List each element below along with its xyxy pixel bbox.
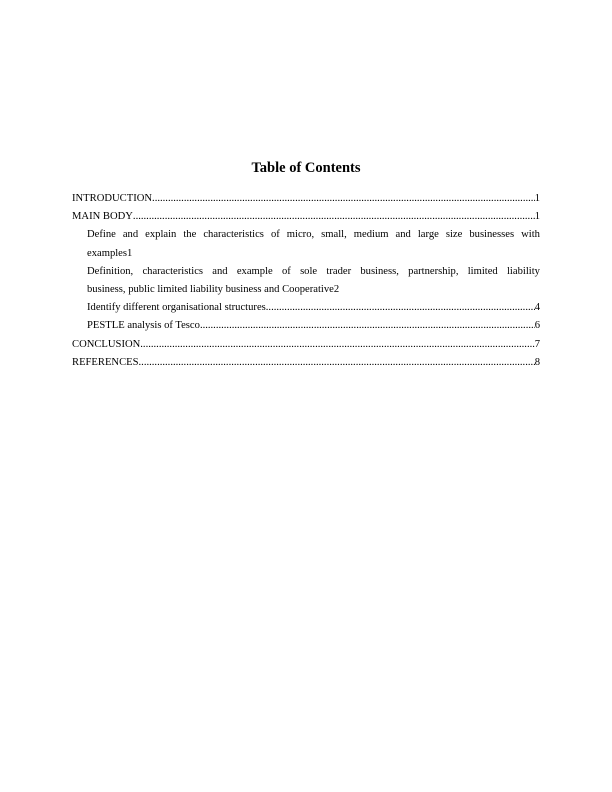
toc-word: Definition, bbox=[87, 265, 134, 277]
toc-entry-line bbox=[87, 263, 540, 281]
toc-word: of bbox=[270, 229, 280, 241]
toc-entry-introduction[interactable] bbox=[72, 190, 540, 208]
toc-entry-references[interactable] bbox=[72, 354, 540, 372]
toc-entry-business-sizes[interactable] bbox=[72, 226, 540, 262]
toc-page-number: 1 bbox=[127, 247, 133, 259]
toc-entry-pestle[interactable] bbox=[72, 317, 540, 335]
toc-word: Define bbox=[87, 229, 116, 241]
toc-word: and bbox=[212, 265, 228, 277]
page-title: Table of Contents bbox=[251, 160, 361, 176]
toc-word: characteristics bbox=[203, 229, 264, 241]
toc-word: with bbox=[521, 229, 540, 241]
dot-leader bbox=[152, 190, 535, 208]
toc-page-number: 6 bbox=[534, 320, 540, 332]
toc-word: characteristics bbox=[142, 265, 204, 277]
dot-leader bbox=[200, 317, 535, 335]
toc-entry-line bbox=[87, 281, 540, 299]
toc-word: and bbox=[395, 229, 411, 241]
toc-word: business, bbox=[360, 265, 399, 277]
toc-word: and bbox=[122, 229, 139, 241]
toc-entry-org-structures[interactable] bbox=[72, 299, 540, 317]
toc-page-number: 4 bbox=[534, 302, 540, 314]
toc-word: explain bbox=[145, 229, 177, 241]
toc-entry-text: examples bbox=[87, 247, 128, 259]
toc-word: small, bbox=[321, 229, 347, 241]
toc-page-number: 7 bbox=[534, 338, 540, 350]
toc-entry-line bbox=[87, 226, 540, 244]
dot-leader bbox=[140, 336, 534, 354]
toc-word: the bbox=[183, 229, 197, 241]
toc-entry-text: PESTLE analysis of Tesco bbox=[87, 320, 200, 332]
toc-entry-line bbox=[87, 245, 540, 263]
table-of-contents bbox=[72, 190, 540, 372]
toc-entry-conclusion[interactable] bbox=[72, 336, 540, 354]
toc-entry-text: REFERENCES bbox=[72, 356, 139, 368]
toc-page-number: 8 bbox=[534, 356, 540, 368]
toc-word: medium bbox=[353, 229, 389, 241]
toc-page-number: 2 bbox=[333, 284, 340, 296]
toc-entry-text: INTRODUCTION bbox=[72, 193, 153, 204]
toc-entry-business-types[interactable] bbox=[72, 263, 540, 299]
toc-page-number: 1 bbox=[534, 193, 540, 204]
dot-leader bbox=[133, 208, 535, 226]
toc-entry-text: Identify different organisational structures bbox=[87, 302, 266, 314]
toc-word: partnership, bbox=[408, 265, 459, 277]
toc-entry-main-body[interactable] bbox=[72, 208, 540, 226]
toc-entry-text: CONCLUSION bbox=[72, 338, 141, 350]
toc-word: of bbox=[281, 265, 291, 277]
dot-leader bbox=[139, 354, 535, 372]
toc-word: limited bbox=[467, 265, 498, 277]
toc-entry-text: MAIN BODY bbox=[72, 211, 133, 223]
toc-word: sole bbox=[300, 265, 318, 277]
toc-word: large bbox=[417, 229, 439, 241]
dot-leader bbox=[266, 299, 535, 317]
toc-word: businesses bbox=[469, 229, 515, 241]
toc-word: example bbox=[236, 265, 273, 277]
toc-word: size bbox=[445, 229, 463, 241]
toc-word: liability bbox=[506, 265, 540, 277]
toc-page-number: 1 bbox=[534, 211, 540, 223]
toc-entry-text: business, public limited liability business and Cooperative bbox=[87, 284, 334, 296]
toc-word: micro, bbox=[286, 229, 315, 241]
toc-word: trader bbox=[326, 265, 352, 277]
